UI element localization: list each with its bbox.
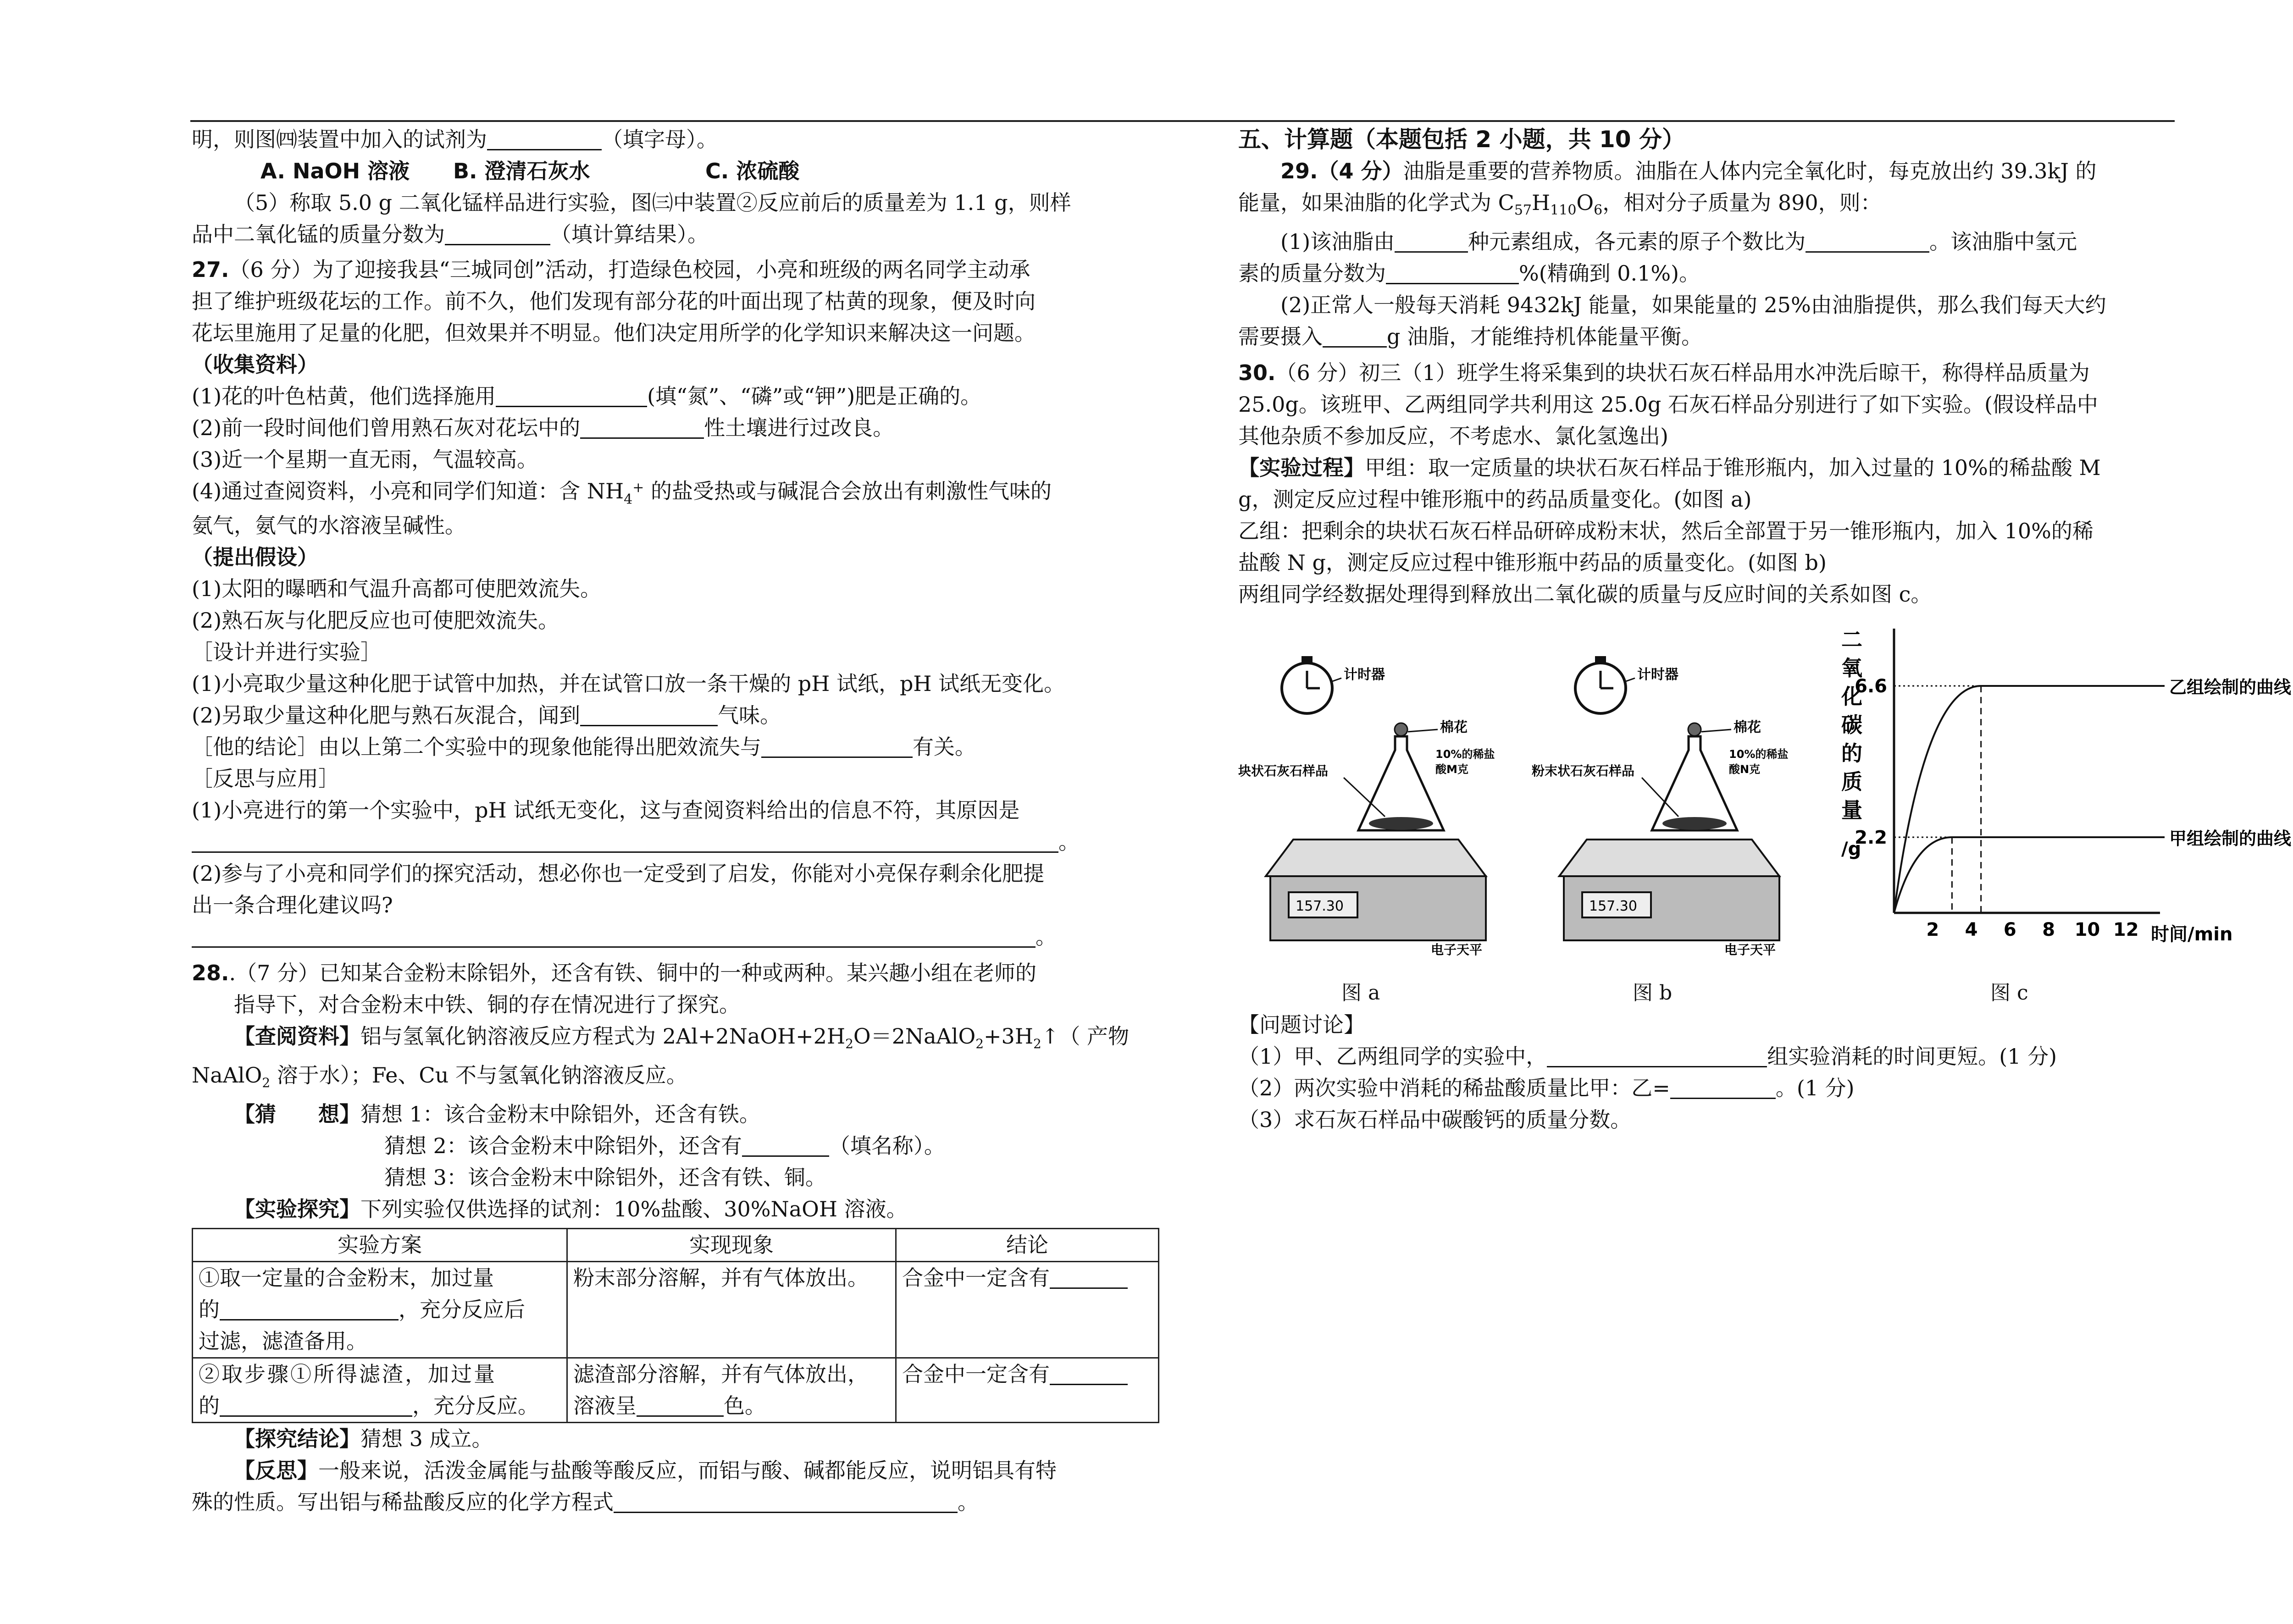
y-axis-unit: /g [1841, 839, 1861, 860]
q29-part2-cont: 需要摄入 g 油脂，才能维持机体能量平衡。 [1238, 324, 1703, 349]
conclusion-line: ［他的结论］由以上第二个实验中的现象他能得出肥效流失与 有关。 [192, 735, 976, 759]
figure-b [1532, 638, 1807, 959]
timer-label: 计时器 [1637, 667, 1678, 683]
answer-blank[interactable] [1547, 1045, 1767, 1067]
left-column [192, 124, 1164, 1518]
q28-stem: 28..（7 分）已知某合金粉末除铝外，还含有铁、铜中的一种或两种。某兴趣小组在老师的 [192, 961, 1037, 985]
balance-label: 电子天平 [1431, 942, 1483, 958]
answer-blank[interactable] [220, 1298, 399, 1320]
reflect-2: (2)参与了小亮和同学们的探究活动，想必你也一定受到了启发，你能对小亮保存剩余化肥提 [192, 861, 1045, 886]
q29-part1-cont: 素的质量分数为 %(精确到 0.1%)。 [1238, 261, 1700, 286]
q27-stem: 27.（6 分）为了迎接我县“三城同创”活动，打造绿色校园，小亮和班级的两名同学主动承 [192, 257, 1030, 282]
flask-icon [1358, 723, 1444, 830]
figure-a [1238, 638, 1513, 959]
q28-guess-3: 猜想 3：该合金粉末中除铝外，还含有铁、铜。 [384, 1165, 826, 1190]
q30-stem-2: 25.0g。该班甲、乙两组同学共利用这 25.0g 石灰石样品分别进行了如下实验。(假设样品中 [1238, 392, 2098, 417]
q30-stem-3: 其他杂质不参加反应，不考虑水、氯化氢逸出) [1238, 424, 1668, 449]
q30-process-2: g，测定反应过程中锥形瓶中的药品质量变化。(如图 a) [1238, 487, 1752, 512]
answer-blank[interactable] [1806, 230, 1929, 253]
collect-heading: （收集资料） [192, 352, 318, 377]
option-a: A. NaOH 溶液 [260, 159, 410, 183]
stopwatch-icon [1282, 656, 1332, 713]
answer-blank[interactable] [1050, 1266, 1128, 1289]
answer-blank[interactable] [445, 223, 550, 245]
q30-stem: 30.（6 分）初三（1）班学生将采集到的块状石灰石样品用水冲洗后晾干，称得样品质量为 [1238, 360, 2090, 386]
q30-process-3: 乙组：把剩余的块状石灰石样品研碎成粉末状，然后全部置于另一锥形瓶内，加入 10%的稀 [1238, 519, 2094, 544]
q28-explore: 【实验探究】下列实验仅供选择的试剂：10%盐酸、30%NaOH 溶液。 [234, 1197, 908, 1222]
sample-label: 块状石灰石样品 [1238, 763, 1329, 779]
header-rule [190, 120, 2175, 122]
table-header: 结论 [896, 1229, 1159, 1262]
design-1: (1)小亮取少量这种化肥于试管中加热，并在试管口放一条干燥的 pH 试纸，pH 试纸无变化。 [192, 671, 1065, 696]
answer-blank[interactable] [1395, 230, 1468, 253]
answer-blank[interactable] [637, 1394, 724, 1417]
option-b: B. 澄清石灰水 [453, 159, 590, 183]
x-axis-label: 时间/min [2151, 924, 2233, 945]
table-row [193, 1262, 1159, 1358]
q26-part5-cont: 品中二氧化锰的质量分数为 （填计算结果）。 [192, 222, 709, 247]
discussion-q3: （3）求石灰石样品中碳酸钙的质量分数。 [1238, 1107, 1632, 1132]
y-tick-label: 2.2 [1855, 827, 1887, 849]
discussion-q2: （2）两次实验中消耗的稀盐酸质量比甲：乙= 。(1 分) [1238, 1076, 1855, 1101]
q30-process-4: 盐酸 N g，测定反应过程中锥形瓶中药品的质量变化。(如图 b) [1238, 550, 1827, 575]
q29-stem: 29.（4 分）油脂是重要的营养物质。油脂在人体内完全氧化时，每克放出约 39.3kJ 的 [1280, 159, 2097, 183]
reflect-2-cont: 出一条合理化建议吗? [192, 893, 393, 917]
q30-process-5: 两组同学经数据处理得到释放出二氧化碳的质量与反应时间的关系如图 c。 [1238, 582, 1932, 607]
balance-display: 157.30 [1296, 898, 1344, 915]
q28-guess-2: 猜想 2：该合金粉末中除铝外，还含有 （填名称）。 [384, 1133, 945, 1159]
series-label: 甲组绘制的曲线 [2169, 829, 2292, 849]
table-header: 实验方案 [193, 1229, 567, 1262]
table-header-row [193, 1229, 1159, 1262]
q29-part2: (2)正常人一般每天消耗 9432kJ 能量，如果能量的 25%由油脂提供，那么我们每天大约 [1280, 293, 2106, 318]
x-tick-label: 4 [1965, 919, 1978, 941]
collect-4-cont: 氨气，氨气的水溶液呈碱性。 [192, 513, 466, 538]
figure-b-caption: 图 b [1633, 981, 1673, 1005]
series-line [1894, 837, 2165, 913]
acid-label-1: 10%的稀盐 [1435, 748, 1495, 761]
table-cell: 合金中一定含有 [896, 1358, 1159, 1423]
cotton-label: 棉花 [1734, 719, 1761, 736]
answer-blank[interactable] [1386, 262, 1519, 284]
cotton-label: 棉花 [1440, 719, 1468, 736]
answer-blank[interactable] [192, 925, 1036, 948]
q27-stem-3: 花坛里施用了足量的化肥，但效果并不明显。他们决定用所学的化学知识来解决这一问题。 [192, 320, 1036, 345]
x-tick-label: 12 [2113, 919, 2139, 941]
x-tick-label: 8 [2042, 919, 2055, 941]
figure-c-caption: 图 c [1990, 981, 2028, 1005]
answer-blank[interactable] [496, 385, 647, 407]
timer-label: 计时器 [1344, 667, 1385, 683]
experiment-table [192, 1228, 1159, 1423]
q28-lookup-cont: NaAlO$_2$ 溶于水）；Fe、Cu 不与氢氧化钠溶液反应。 [192, 1063, 687, 1091]
q28-guess-1: 【猜 想】猜想 1：该合金粉末中除铝外，还含有铁。 [234, 1102, 760, 1127]
design-2: (2)另取少量这种化肥与熟石灰混合，闻到 气味。 [192, 703, 781, 728]
section-title: 五、计算题（本题包括 2 小题，共 10 分） [1238, 126, 1685, 153]
electronic-balance-icon [1266, 840, 1486, 940]
reflect-2-answer: 。 [192, 921, 1164, 953]
table-row [193, 1358, 1159, 1423]
answer-blank[interactable] [742, 1134, 829, 1157]
y-axis-label-char: 化 [1841, 684, 1862, 709]
y-axis-label-char: 氧 [1841, 656, 1862, 681]
table-cell: ①取一定量的合金粉末，加过量 的 ，充分反应后 过滤，滤渣备用。 [193, 1262, 567, 1358]
reflect-heading: ［反思与应用］ [192, 766, 339, 791]
answer-blank[interactable] [1670, 1077, 1776, 1099]
y-axis-label-char: 二 [1841, 627, 1862, 652]
q29-stem-2: 能量，如果油脂的化学式为 $C_{57}H_{110}O_6$，相对分子质量为 890，则： [1238, 190, 1882, 219]
series-line [1894, 686, 2165, 913]
answer-blank[interactable] [192, 830, 1058, 853]
answer-blank[interactable] [761, 735, 913, 758]
hypothesis-1: (1)太阳的曝晒和气温升高都可使肥效流失。 [192, 576, 602, 601]
acid-label-2: 酸M克 [1435, 763, 1468, 776]
electronic-balance-icon [1559, 840, 1779, 940]
hypothesis-heading: （提出假设） [192, 545, 318, 569]
balance-label: 电子天平 [1724, 942, 1776, 958]
answer-blank[interactable] [580, 416, 704, 439]
table-cell: 粉末部分溶解，并有气体放出。 [567, 1262, 896, 1358]
acid-label-2: 酸N克 [1729, 763, 1761, 776]
table-cell: 滤渣部分溶解，并有气体放出， 溶液呈 色。 [567, 1358, 896, 1423]
x-tick-label: 10 [2074, 919, 2100, 941]
collect-1: (1)花的叶色枯黄，他们选择施用 (填“氮”、“磷”或“钾”)肥是正确的。 [192, 384, 982, 409]
q26-continued-line: 明，则图㈣装置中加入的试剂为 （填字母）。 [192, 127, 718, 152]
q26-options [192, 155, 1164, 187]
q26-part5: （5）称取 5.0 g 二氧化锰样品进行实验，图㈢中装置②反应前后的质量差为 1.1 g，则样 [234, 190, 1071, 215]
balance-display: 157.30 [1589, 898, 1637, 915]
answer-blank[interactable] [614, 1491, 958, 1513]
acid-label-1: 10%的稀盐 [1729, 748, 1789, 761]
q28-result: 【探究结论】猜想 3 成立。 [234, 1426, 493, 1452]
co2-time-chart [1834, 619, 2292, 968]
y-tick-label: 6.6 [1855, 676, 1887, 697]
answer-blank[interactable] [580, 704, 718, 726]
sample-label: 粉末状石灰石样品 [1532, 763, 1635, 779]
q28-lookup: 【查阅资料】铝与氢氧化钠溶液反应方程式为 $2Al+2NaOH+2H_2O=2NaAlO_2+3H_2↑$（ 产物 [234, 1024, 1129, 1052]
answer-blank[interactable] [220, 1394, 412, 1417]
stopwatch-icon [1575, 656, 1626, 713]
hypothesis-2: (2)熟石灰与化肥反应也可使肥效流失。 [192, 608, 559, 633]
q30-process: 【实验过程】甲组：取一定质量的块状石灰石样品于锥形瓶内，加入过量的 10%的稀盐酸 M [1238, 455, 2101, 481]
flask-icon [1652, 723, 1737, 830]
reflect-1-answer: 。 [192, 826, 1164, 858]
option-c: C. 浓硫酸 [705, 159, 800, 183]
answer-blank[interactable] [487, 128, 602, 150]
figure-a-caption: 图 a [1341, 981, 1380, 1005]
answer-blank[interactable] [1050, 1363, 1128, 1385]
q27-stem-2: 担了维护班级花坛的工作。前不久，他们发现有部分花的叶面出现了枯黄的现象，便及时向 [192, 289, 1036, 314]
table-cell: ②取步骤①所得滤渣，加过量 的 ，充分反应。 [193, 1358, 567, 1423]
discussion-heading: 【问题讨论】 [1238, 1012, 1365, 1038]
x-tick-label: 2 [1926, 919, 1939, 941]
right-column [1238, 124, 2292, 1136]
y-axis-label-char: 量 [1841, 798, 1862, 823]
y-axis-label-char: 质 [1841, 769, 1862, 795]
answer-blank[interactable] [1323, 325, 1387, 348]
collect-4: (4)通过查阅资料，小亮和同学们知道：含 $NH^{4+}$ 的盐受热或与碱混合会放出有刺激性气味的 [192, 479, 1052, 508]
q28-rethink-cont: 殊的性质。写出铝与稀盐酸反应的化学方程式 。 [192, 1490, 979, 1515]
q29-part1: (1)该油脂由 种元素组成，各元素的原子个数比为 。该油脂中氢元 [1280, 229, 2077, 254]
table-cell: 合金中一定含有 [896, 1262, 1159, 1358]
reflect-1: (1)小亮进行的第一个实验中，pH 试纸无变化，这与查阅资料给出的信息不符，其原因是 [192, 798, 1020, 823]
q28-rethink: 【反思】一般来说，活泼金属能与盐酸等酸反应，而铝与酸、碱都能反应，说明铝具有特 [234, 1458, 1057, 1483]
y-axis-label-char: 碳 [1841, 713, 1862, 738]
q28-stem-2: 指导下，对合金粉末中铁、铜的存在情况进行了探究。 [234, 992, 740, 1017]
collect-2: (2)前一段时间他们曾用熟石灰对花坛中的 性土壤进行过改良。 [192, 415, 894, 440]
x-tick-label: 6 [2003, 919, 2016, 941]
collect-3: (3)近一个星期一直无雨，气温较高。 [192, 447, 538, 472]
series-label: 乙组绘制的曲线 [2169, 677, 2292, 698]
design-heading: ［设计并进行实验］ [192, 640, 382, 664]
table-header: 实现现象 [567, 1229, 896, 1262]
discussion-q1: （1）甲、乙两组同学的实验中， 组实验消耗的时间更短。(1 分) [1238, 1044, 2057, 1069]
figures-area [1238, 619, 2292, 1014]
y-axis-label-char: 的 [1841, 741, 1862, 766]
